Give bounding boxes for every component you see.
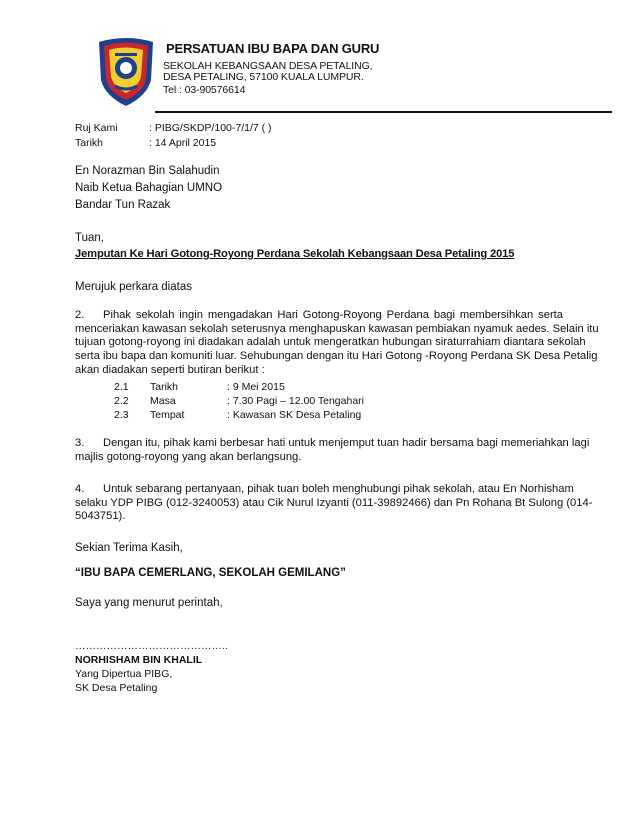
motto: “IBU BAPA CEMERLANG, SEKOLAH GEMILANG” [75,567,346,579]
school-crest-logo [93,34,159,108]
recipient-title: Naib Ketua Bahagian UMNO [75,182,223,194]
paragraph-3 [75,437,590,464]
phone-number: Tel : 03-90576614 [163,84,246,96]
org-name: PERSATUAN IBU BAPA DAN GURU [166,41,380,56]
detail-1-value: : 9 Mei 2015 [227,381,285,393]
detail-3-value: : Kawasan SK Desa Petaling [227,409,362,421]
address-line-1: SEKOLAH KEBANGSAAN DESA PETALING, [163,60,373,72]
para2-number: 2. [75,309,85,321]
recipient-name: En Norazman Bin Salahudin [75,165,220,177]
para4-line-1: 4. Untuk sebarang pertanyaan, pihak tuan boleh menghubungi pihak sekolah, atau En Norhisham [75,483,574,495]
detail-2-label: Masa [150,395,176,407]
paragraph-4 [75,483,593,524]
para4-line-3: 5043751). [75,510,126,523]
detail-1-num: 2.1 [114,381,129,393]
tarikh-label: Tarikh [75,137,104,149]
para3-number: 3. [75,437,85,449]
detail-3-label: Tempat [150,409,185,421]
signatory-position: Yang Dipertua PIBG, [75,668,173,680]
para2-line-2: menceriakan kawasan sekolah seterusnya menghapuskan kawasan pembiakan nyamuk aedes. Selain itu [75,322,599,335]
para2-line-1: 2. Pihak sekolah ingin mengadakan Hari Gotong-Royong Perdana bagi membersihkan serta [75,309,563,321]
detail-2-value: : 7.30 Pagi – 12.00 Tengahari [227,395,364,407]
detail-2-num: 2.2 [114,395,129,407]
signature-line: …………………………………….. [75,640,228,652]
detail-3-num: 2.3 [114,409,129,421]
address-line-2: DESA PETALING, 57100 KUALA LUMPUR. [163,71,364,83]
para3-line-1: 3. Dengan itu, pihak kami berbesar hati untuk menjemput tuan hadir bersama bagi memeriahkan lagi [75,437,590,449]
paragraph-2 [75,309,599,378]
opening-line: Merujuk perkara diatas [75,281,192,293]
para3-line-2: majlis gotong-royong yang akan berlangsung. [75,450,302,463]
sign-off: Saya yang menurut perintah, [75,597,223,609]
salutation: Tuan, [75,232,104,244]
para4-line-2: selaku YDP PIBG (012-3240053) atau Cik Nurul Izyanti (011-39892466) dan Pn Rohana Bt Sulong (014- [75,496,593,509]
closing-line: Sekian Terima Kasih, [75,542,183,554]
signatory-school: SK Desa Petaling [75,682,158,694]
para2-line-5: akan diadakan seperti butiran berikut : [75,363,265,376]
ruj-label: Ruj Kami [75,122,118,134]
para2-line-4: serta ibu bapa dan komuniti luar. Sehubungan dengan itu Hari Gotong -Royong Perdana SK Desa Petalig [75,350,598,363]
recipient-place: Bandar Tun Razak [75,199,171,211]
signatory-name: NORHISHAM BIN KHALIL [75,654,203,666]
para4-number: 4. [75,483,85,495]
ruj-value: : PIBG/SKDP/100-7/1/7 ( ) [149,122,272,134]
detail-1-label: Tarikh [150,381,179,393]
tarikh-value: : 14 April 2015 [149,137,217,149]
letterhead-rule [155,111,612,113]
para2-line-3: tujuan gotong-royong ini diadakan adalah untuk mengeratkan hubungan siraturrahiam diantara sekolah [75,336,586,349]
subject-line: Jemputan Ke Hari Gotong-Royong Perdana Sekolah Kebangsaan Desa Petaling 2015 [75,248,515,260]
